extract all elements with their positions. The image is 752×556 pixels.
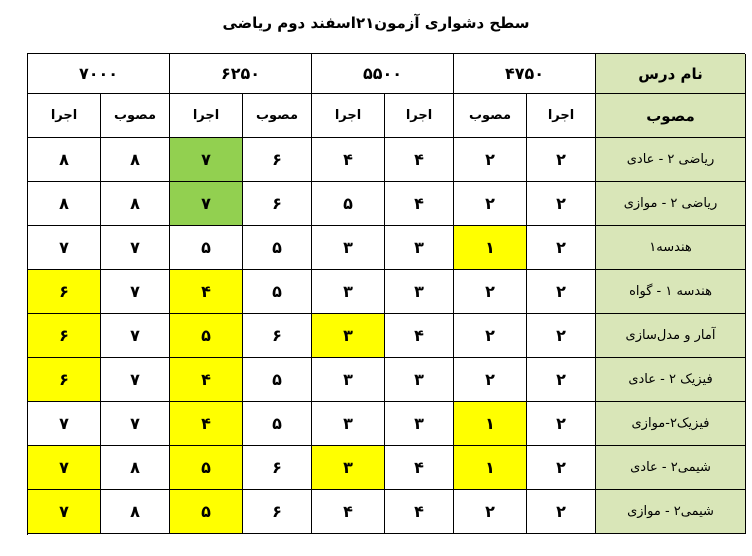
level-header-6250: ۶۲۵۰ <box>170 54 312 94</box>
table-cell: ۵ <box>170 226 243 270</box>
table-cell: ۴ <box>385 182 454 226</box>
table-cell: ۶ <box>243 314 312 358</box>
table-cell: ۸ <box>28 182 101 226</box>
table-cell: ۸ <box>101 182 170 226</box>
sub-header-ejra: اجرا <box>28 94 101 138</box>
table-cell: ۷ <box>170 138 243 182</box>
table-cell: ۷ <box>170 182 243 226</box>
course-name: آمار و مدل‌سازی <box>596 314 746 358</box>
table-cell: ۸ <box>101 446 170 490</box>
table-cell: ۷ <box>28 226 101 270</box>
table-cell: ۸ <box>101 138 170 182</box>
table-cell: ۳ <box>312 314 385 358</box>
sub-header-ejra: اجرا <box>312 94 385 138</box>
table-cell: ۳ <box>312 270 385 314</box>
table-cell: ۶ <box>243 446 312 490</box>
course-name: هندسه ۱ - گواه <box>596 270 746 314</box>
table-cell: ۳ <box>385 226 454 270</box>
table-cell: ۳ <box>385 270 454 314</box>
table-cell: ۵ <box>243 402 312 446</box>
table-cell: ۳ <box>385 402 454 446</box>
table-cell: ۲ <box>454 490 527 534</box>
table-cell: ۷ <box>28 402 101 446</box>
table-cell: ۴ <box>385 446 454 490</box>
table-cell: ۴ <box>312 138 385 182</box>
sub-header-ejra: اجرا <box>385 94 454 138</box>
course-name: شیمی۲ - عادی <box>596 446 746 490</box>
page-title: سطح دشواری آزمون۲۱اسفند دوم ریاضی <box>222 14 530 32</box>
table-cell: ۷ <box>28 446 101 490</box>
table-cell: ۳ <box>385 358 454 402</box>
table-cell: ۴ <box>385 490 454 534</box>
table-cell: ۲ <box>454 358 527 402</box>
course-name: فیزیک۲-موازی <box>596 402 746 446</box>
table-cell: ۵ <box>243 270 312 314</box>
table-cell: ۷ <box>28 490 101 534</box>
table-cell: ۷ <box>101 226 170 270</box>
table-cell: ۶ <box>28 314 101 358</box>
table-cell: ۲ <box>454 314 527 358</box>
table-cell: ۲ <box>454 182 527 226</box>
table-cell: ۲ <box>527 314 596 358</box>
table-cell: ۲ <box>454 138 527 182</box>
course-mosavab-header: مصوب <box>596 94 746 138</box>
table-cell: ۴ <box>170 358 243 402</box>
course-name: ریاضی ۲ - موازی <box>596 182 746 226</box>
table-cell: ۶ <box>28 270 101 314</box>
table-cell: ۸ <box>28 138 101 182</box>
table-cell: ۲ <box>527 446 596 490</box>
table-cell: ۵ <box>170 490 243 534</box>
table-cell: ۳ <box>312 358 385 402</box>
sub-header-mosavab: مصوب <box>101 94 170 138</box>
table-cell: ۵ <box>243 358 312 402</box>
table-cell: ۴ <box>312 490 385 534</box>
table-cell: ۱ <box>454 446 527 490</box>
table-cell: ۲ <box>527 138 596 182</box>
sub-header-ejra: اجرا <box>170 94 243 138</box>
table-cell: ۴ <box>170 270 243 314</box>
table-cell: ۵ <box>170 314 243 358</box>
table-cell: ۲ <box>527 182 596 226</box>
table-cell: ۵ <box>243 226 312 270</box>
table-cell: ۷ <box>101 358 170 402</box>
table-cell: ۳ <box>312 446 385 490</box>
level-header-7000: ۷۰۰۰ <box>28 54 170 94</box>
table-cell: ۵ <box>312 182 385 226</box>
course-name: فیزیک ۲ - عادی <box>596 358 746 402</box>
course-name: شیمی۲ - موازی <box>596 490 746 534</box>
course-name-header: نام درس <box>596 54 746 94</box>
table-cell: ۶ <box>28 358 101 402</box>
table-cell: ۲ <box>454 270 527 314</box>
table-cell: ۲ <box>527 270 596 314</box>
table-cell: ۶ <box>243 138 312 182</box>
level-header-5500: ۵۵۰۰ <box>312 54 454 94</box>
sub-header-mosavab: مصوب <box>243 94 312 138</box>
table-cell: ۲ <box>527 358 596 402</box>
table-cell: ۳ <box>312 402 385 446</box>
table-cell: ۸ <box>101 490 170 534</box>
table-cell: ۱ <box>454 402 527 446</box>
table-cell: ۴ <box>170 402 243 446</box>
table-cell: ۲ <box>527 402 596 446</box>
table-cell: ۵ <box>170 446 243 490</box>
level-header-4750: ۴۷۵۰ <box>454 54 596 94</box>
table-cell: ۶ <box>243 490 312 534</box>
table-cell: ۷ <box>101 270 170 314</box>
table-cell: ۴ <box>385 138 454 182</box>
table-cell: ۶ <box>243 182 312 226</box>
table-cell: ۲ <box>527 226 596 270</box>
table-cell: ۱ <box>454 226 527 270</box>
table-cell: ۷ <box>101 402 170 446</box>
sub-header-ejra: اجرا <box>527 94 596 138</box>
sub-header-mosavab: مصوب <box>454 94 527 138</box>
table-cell: ۴ <box>385 314 454 358</box>
table-cell: ۷ <box>101 314 170 358</box>
difficulty-table <box>27 53 745 535</box>
table-cell: ۳ <box>312 226 385 270</box>
table-cell: ۲ <box>527 490 596 534</box>
course-name: هندسه۱ <box>596 226 746 270</box>
course-name: ریاضی ۲ - عادی <box>596 138 746 182</box>
